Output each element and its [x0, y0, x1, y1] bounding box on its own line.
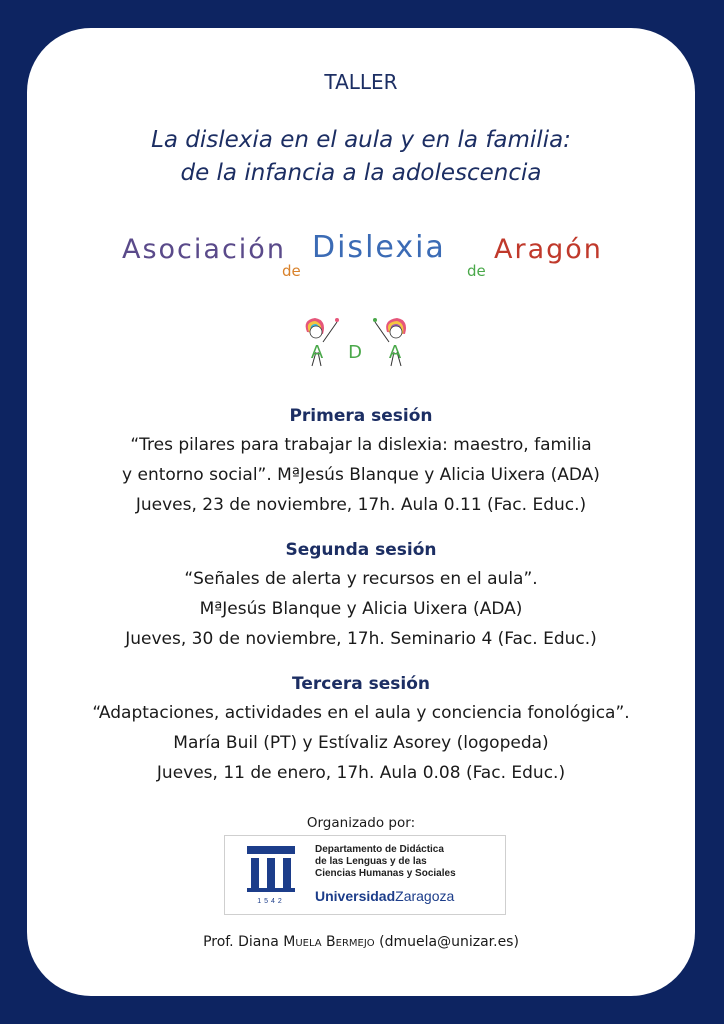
session-1-line-2: y entorno social”. MªJesús Blanque y Alicia Uixera (ADA)	[122, 465, 600, 485]
dept-line-3: Ciencias Humanas y Sociales	[315, 868, 456, 879]
session-3-line-2: María Buil (PT) y Estívaliz Asorey (logopeda)	[173, 733, 549, 753]
dept-line-2: de las Lenguas y de las	[315, 856, 427, 867]
univ-rest: Zaragoza	[395, 888, 455, 904]
department-name	[315, 844, 456, 880]
subtitle-line-1: La dislexia en el aula y en la familia:	[151, 127, 571, 153]
department-logo	[224, 835, 506, 915]
university-crest-icon	[243, 844, 299, 904]
session-3-title: Tercera sesión	[291, 674, 430, 694]
ada-letter-3: A	[388, 342, 402, 363]
assoc-word-dislexia: Dislexia	[312, 230, 446, 265]
contact-email[interactable]: (dmuela@unizar.es)	[374, 934, 519, 950]
ada-letter-2: D	[348, 342, 362, 363]
university-name	[315, 888, 454, 904]
session-2-title: Segunda sesión	[285, 540, 437, 560]
contact-line	[27, 934, 695, 950]
univ-bold: Universidad	[315, 888, 396, 904]
poster-card	[27, 28, 695, 996]
subtitle-line-2: de la infancia a la adolescencia	[180, 160, 542, 186]
assoc-de-2: de	[467, 262, 486, 280]
ada-logo-illustration	[297, 314, 417, 374]
session-2-line-2: MªJesús Blanque y Alicia Uixera (ADA)	[199, 599, 523, 619]
assoc-de-1: de	[282, 262, 301, 280]
association-wordmark	[122, 228, 612, 288]
dept-line-1: Departamento de Didáctica	[315, 844, 444, 855]
crest-year: 1542	[257, 898, 285, 905]
workshop-subtitle	[27, 124, 695, 190]
session-1-line-3: Jueves, 23 de noviembre, 17h. Aula 0.11 (Fac. Educ.)	[135, 495, 587, 515]
assoc-word-asociacion: Asociación	[122, 234, 286, 265]
contact-surname: Muela Bermejo	[283, 934, 375, 950]
session-3-line-3: Jueves, 11 de enero, 17h. Aula 0.08 (Fac. Educ.)	[156, 763, 566, 783]
session-2-line-1: “Señales de alerta y recursos en el aula”.	[184, 569, 538, 589]
ada-letter-1: A	[310, 342, 324, 363]
session-2-line-3: Jueves, 30 de noviembre, 17h. Seminario 4 (Fac. Educ.)	[125, 629, 597, 649]
organizer-label: Organizado por:	[306, 815, 416, 831]
contact-prefix: Prof. Diana	[203, 934, 284, 950]
session-1-title: Primera sesión	[289, 406, 433, 426]
assoc-word-aragon: Aragón	[494, 234, 603, 265]
session-3-line-1: “Adaptaciones, actividades en el aula y conciencia fonológica”.	[92, 703, 630, 723]
session-1-line-1: “Tres pilares para trabajar la dislexia: maestro, familia	[130, 435, 592, 455]
page-title: TALLER	[324, 70, 398, 94]
